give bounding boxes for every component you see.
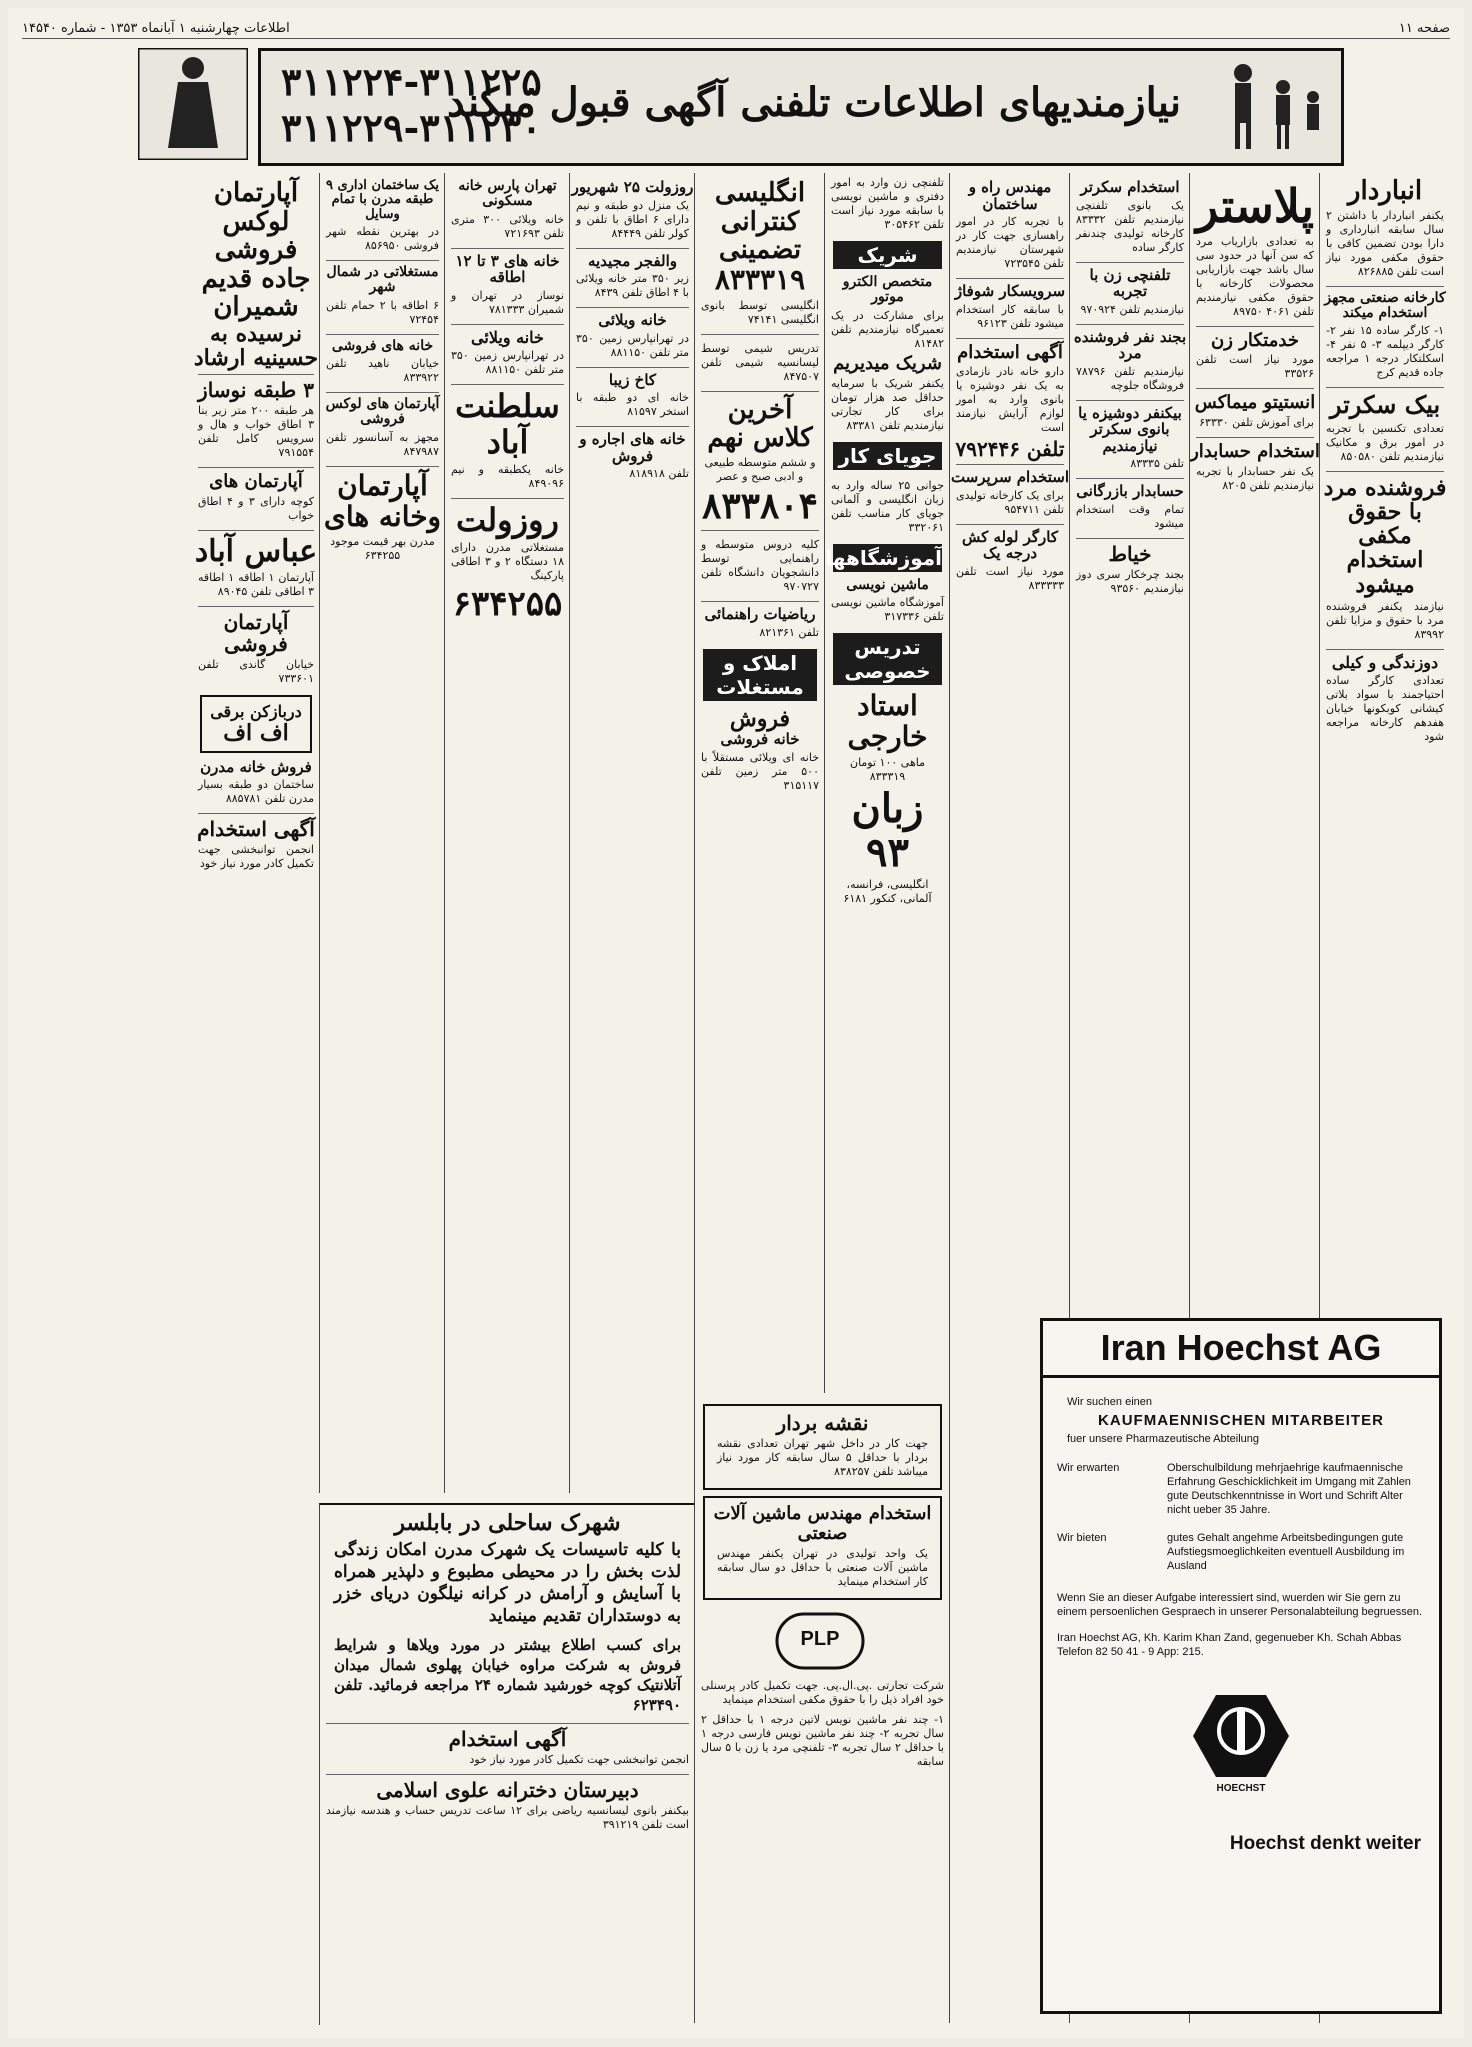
section-header: املاک و مستغلات [703, 649, 817, 701]
divider [1196, 326, 1314, 327]
ad-body: مورد نیاز است تلفن ۸۳۳۳۳۳ [956, 564, 1064, 592]
divider [701, 601, 819, 602]
ad-heading: آگهی استخدام [448, 1727, 567, 1752]
ad-body: هر طبقه ۲۰۰ متر زیر بنا ۳ اطاق خواب و هال و سرویس کامل تلفن ۷۹۱۵۵۴ [198, 404, 314, 460]
divider [326, 1723, 689, 1724]
brand-name: اف اف [223, 719, 289, 746]
ad-body: خانه ای دو طبقه با استخر ۸۱۵۹۷ [576, 391, 689, 418]
section-subheader: فروش [729, 705, 791, 732]
ad-phone: ۸۳۳۸۰۴ [701, 484, 818, 527]
plp-logo [695, 1606, 950, 1676]
banner-phones [281, 59, 542, 151]
ad-heading: خانه های فروشی [331, 337, 434, 354]
ad-body: به تعدادی بازاریاب مرد که سن آنها در حدود سی سال باشد جهت بازاریابی محصولات کارخانه با حقوق مکفی نیازمندیم تلفن ۴۰۶۱ ۸۹۷۵۰ [1196, 234, 1314, 318]
ad-heading: استخدام سکرتر [1080, 178, 1180, 196]
offer-text: gutes Gehalt angehme Arbeitsbedingungen gute Aufstiegsmoeglichkeiten eventuell Ausbildung im Ausland [1167, 1532, 1405, 1572]
divider [1076, 478, 1184, 479]
divider [956, 278, 1064, 279]
divider [576, 426, 689, 427]
ad-body: انجمن توانبخشی جهت تکمیل کادر مورد نیاز خود [469, 1753, 689, 1767]
ad-body: خانه ویلائی ۳۰۰ متری تلفن ۷۲۱۶۹۳ [451, 212, 564, 240]
ad-heading: دوزندگی و کیلی [1331, 652, 1439, 672]
divider [1076, 262, 1184, 263]
ad-body: خیابان گاندی تلفن ۷۳۳۶۰۱ [198, 658, 314, 686]
ad-heading: شریک میدیریم [833, 352, 942, 374]
ad-heading: تهران پارس خانه مسکونی [458, 178, 557, 210]
ad-body: جوانی ۲۵ ساله وارد به زبان انگلیسی و آلمانی جویای کار مناسب تلفن ۳۳۲۰۶۱ [831, 478, 944, 534]
column-10 [192, 173, 320, 2023]
ad-heading: خانه فروشی [720, 730, 800, 749]
ad-heading: تلفنچی زن با تجربه [1089, 265, 1171, 300]
section-header: آموزشگاهها [825, 545, 942, 570]
offer-label: Wir bieten [1057, 1532, 1107, 1544]
ad-body: با سابقه کار استخدام میشود تلفن ۹۶۱۲۳ [956, 302, 1064, 330]
ad-body: مجهز به آسانسور تلفن ۸۴۷۹۸۷ [326, 430, 439, 458]
divider [1326, 471, 1444, 472]
ad-body: یکنفر انباردار با داشتن ۲ سال سابقه انبارداری و دارا بودن تضمین کافی با حقوق مکفی مورد نیاز است تلفن ۸۲۶۸۸۵ [1326, 208, 1444, 278]
ad-heading: مهندس راه و ساختمان [968, 178, 1052, 213]
ad-body: ۶ اطاقه با ۲ حمام تلفن ۷۲۴۵۴ [326, 298, 439, 326]
ad-body: نرسیده به حسینیه ارشاد [193, 320, 319, 372]
ad-heading: آخرین کلاس نهم [707, 394, 813, 454]
ad-body: با کلیه تاسیسات یک شهرک مدرن امکان زندگی لذت بخش را در محیطی مطبوع و دلپذیر همراه با آسایش و آرامش در کرانه نیلگون دریای خزر به دوستداران تقدیم مینماید [334, 1540, 681, 1627]
ad-heading: خیاط [1108, 541, 1152, 566]
ad-body: مدرن بهر قیمت موجود ۶۳۴۲۵۵ [330, 535, 435, 563]
ad-body: دارو خانه نادر نازمادی به یک نفر دوشیزه یا بانوی وارد به امور لوازم آرایش نیازمند است [956, 365, 1064, 435]
newspaper-page [8, 8, 1464, 2038]
divider [198, 606, 314, 607]
woman-illustration [138, 48, 248, 160]
ad-phone: تلفن ۷۹۲۴۴۶ [955, 437, 1065, 462]
intercom-ad [200, 695, 312, 753]
ad-heading: آپارتمان لوکس فروشی جاده قدیم شمیران [201, 178, 311, 323]
ad-heading: یک ساختمان اداری ۹ طبقه مدرن با تمام وسایل [325, 178, 440, 222]
ad-heading: کارخانه صنعتی مجهز استخدام میکند [1324, 289, 1446, 321]
ad-heading: شهرک ساحلی در بابلسر [394, 1510, 621, 1536]
divider [326, 392, 439, 393]
section-header: تدریس خصوصی [833, 633, 942, 685]
ad-heading: سلطنت آباد [455, 387, 560, 461]
divider [576, 248, 689, 249]
divider [1076, 400, 1184, 401]
ad-body: برای یک کارخانه تولیدی تلفن ۹۵۴۷۱۱ [956, 488, 1064, 516]
ad-body: تلفن ۸۲۱۳۶۱ [759, 625, 819, 639]
page-number: صفحه ۱۱ [1398, 20, 1450, 36]
phone-line-2: ۳۱۱۲۲۹-۳۱۱۲۳۰ [281, 105, 542, 150]
ad-body: یک واحد تولیدی در تهران یکنفر مهندس ماشین آلات صنعتی با حداقل دو سال سابقه کار استخدام مینماید [717, 1546, 928, 1588]
divider [956, 338, 1064, 339]
ad-heading: انستیتو میماکس [1194, 392, 1316, 414]
divider [701, 391, 819, 392]
section-header: شریک [833, 241, 942, 269]
ad-heading: حسابدار بازرگانی [1076, 482, 1184, 500]
hoechst-requirements [1043, 1461, 1439, 1517]
center-bottom-ads [694, 1398, 950, 2023]
ad-body: خانه ای ویلائی مستقلاً با ۵۰۰ متر زمین تلفن ۳۱۵۱۱۷ [701, 750, 819, 792]
hoechst-logo-icon [1191, 1693, 1291, 1779]
ad-body: نیازمندیم تلفن ۹۷۰۹۲۴ [1080, 302, 1184, 316]
ad-heading: عباس آباد [194, 534, 318, 570]
ad-body: انجمن توانبخشی جهت تکمیل کادر مورد نیاز خود [198, 843, 314, 871]
ad-heading: ریاضیات راهنمائی [704, 605, 816, 624]
hoechst-line3: fuer unsere Pharmazeutische Abteilung [1067, 1433, 1260, 1445]
ad-heading: ماشین نویسی [846, 576, 929, 593]
section-header: جویای کار [833, 442, 942, 470]
plp-logo-text: PLP [800, 1627, 840, 1650]
ad-heading: خانه های اجاره و فروش [579, 430, 686, 465]
ad-heading: آپارتمان های [209, 471, 303, 493]
column-7 [569, 173, 695, 1493]
divider [451, 324, 564, 325]
divider [701, 334, 819, 335]
ad-heading: ۳ طبقه نوساز [198, 378, 314, 403]
divider [198, 467, 314, 468]
ad-heading: سرویسکار شوفاژ [954, 282, 1066, 300]
ad-heading: آپارتمان وخانه های [323, 468, 442, 533]
divider [956, 524, 1064, 525]
hoechst-address: Iran Hoechst AG, Kh. Karim Khan Zand, gegenueber Kh. Schah Abbas Telefon 82 50 41 - 9 App: 215. [1057, 1632, 1402, 1658]
divider [326, 466, 439, 467]
ad-body: زیر ۳۵۰ متر خانه ویلائی با ۴ اطاق تلفن ۸۴۳۹ [576, 272, 689, 299]
column-8 [444, 173, 570, 1493]
ad-heading: آگهی استخدام [957, 341, 1063, 363]
divider [1326, 649, 1444, 650]
ad-heading: استاد خارجی [847, 688, 928, 753]
hoechst-brand: Iran Hoechst AG [1043, 1321, 1439, 1378]
ad-body: تمام وقت استخدام میشود [1076, 502, 1184, 530]
hoechst-ad [1040, 1318, 1442, 2014]
ad-heading: استخدام سرپرست [950, 468, 1070, 487]
ad-body: برای آموزش تلفن ۶۳۳۳۰ [1199, 416, 1314, 430]
ad-body: کوچه دارای ۳ و ۴ اطاق خواب [198, 495, 314, 523]
ad-heading: فروشنده مرد با حقوق مکفی استخدام میشود [1323, 474, 1447, 598]
column-5 [824, 173, 950, 1393]
ad-body: در تهرانپارس زمین ۳۵۰ متر تلفن ۸۸۱۱۵۰ [451, 349, 564, 377]
ad-body: تلفنچی زن وارد به امور دفتری و ماشین نویسی با سابقه مورد نیاز است تلفن ۳۰۵۴۶۲ [831, 176, 944, 231]
ad-heading: استخدام حسابدار [1190, 441, 1320, 463]
ad-body: ۱- چند نفر ماشین نویس لاتین درجه ۱ با حداقل ۲ سال تجربه ۲- چند نفر ماشین نویس فارسی درجه ۱ با حداقل ۲ سال تجربه ۳- تلفنچی مرد یا زن با ۵ سال سابقه [701, 1712, 944, 1768]
ad-body: آموزشگاه ماشین نویسی تلفن ۳۱۷۳۳۶ [831, 595, 944, 623]
issue-line: اطلاعات چهارشنبه ۱ آبانماه ۱۳۵۳ - شماره ۱۴۵۴۰ [22, 20, 290, 36]
phone-line-1: ۳۱۱۲۲۴-۳۱۱۲۲۵ [281, 59, 542, 104]
divider [451, 248, 564, 249]
ad-body: در تهرانپارس زمین ۳۵۰ متر تلفن ۸۸۱۱۵۰ [576, 331, 689, 359]
divider [451, 384, 564, 385]
divider [956, 464, 1064, 465]
ad-body: مورد نیاز است تلفن ۳۳۵۲۶ [1196, 353, 1314, 381]
divider [1076, 324, 1184, 325]
ad-body: ۱- کارگر ساده ۱۵ نفر ۲- کارگر دیپلمه ۳- ۵ نفر ۴- اسکلتکار درجه ۱ مراجعه جاده قدیم کرج [1326, 324, 1444, 380]
ad-body: ساختمان دو طبقه بسیار مدرن تلفن ۸۸۵۷۸۱ [198, 778, 314, 806]
ad-body: نیازمند یکنفر فروشنده مرد با حقوق و مزایا تلفن ۸۳۹۹۲ [1326, 599, 1444, 641]
ad-heading: متخصص الکترو موتور [842, 274, 933, 306]
surveyor-ad [703, 1404, 942, 1490]
classifieds-banner [258, 48, 1344, 166]
ad-heading: استخدام مهندس ماشین آلات صنعتی [713, 1503, 932, 1544]
hoechst-logo-area [1043, 1663, 1439, 1833]
ad-heading: انگلیسی کنترانی تضمینی [714, 178, 806, 266]
coastal-town-ad [319, 1503, 695, 2025]
ad-body: تدریس شیمی توسط لیسانسیه شیمی تلفن ۸۴۷۵۰۷ [701, 341, 819, 383]
hoechst-logo-text: HOECHST [1216, 1783, 1266, 1794]
divider [1326, 286, 1444, 287]
family-illustration [1213, 57, 1333, 153]
ad-body: تعدادی تکنسین با تجربه در امور برق و مکانیک نیازمندیم تلفن ۸۵۰۵۸۰ [1326, 421, 1444, 463]
ad-heading: خدمتکار زن [1211, 329, 1299, 351]
divider [1076, 538, 1184, 539]
ad-body: و ششم متوسطه طبیعی و ادبی صبح و عصر [704, 455, 816, 483]
divider [198, 530, 314, 531]
ad-heading: مستغلاتی در شمال شهر [326, 263, 439, 296]
ad-heading: انباردار [1347, 176, 1423, 206]
requirements-label: Wir erwarten [1057, 1462, 1120, 1474]
ad-heading: والفجر مجیدیه [587, 251, 678, 270]
ad-heading: خانه های ۳ تا ۱۲ اطاقه [455, 251, 560, 287]
divider [1326, 387, 1444, 388]
column-9 [319, 173, 445, 1493]
hoechst-position: KAUFMAENNISCHEN MITARBEITER [1098, 1412, 1384, 1429]
ad-heading: پلاستر [1195, 179, 1315, 233]
ad-body: بیکنفر بانوی لیسانسیه ریاضی برای ۱۲ ساعت تدریس حساب و هندسه نیازمند است تلفن ۳۹۱۲۱۹ [326, 1804, 689, 1832]
requirements-text: Oberschulbildung mehrjaehrige kaufmaennische Erfahrung Geschicklichkeit im Umgang mit Zahlen gute Deutschkenntnisse in Wort und Schrift Alter nicht ueber 35 Jahre. [1167, 1462, 1411, 1516]
ad-body: خانه یکطبقه و نیم ۸۴۹۰۹۶ [451, 462, 564, 490]
ad-heading: بیک سکرتر [1329, 390, 1441, 420]
language-school-logo: زبان ۹۳ [851, 784, 924, 876]
hoechst-offer [1043, 1531, 1439, 1573]
divider [198, 813, 314, 814]
ad-body: با تجربه کار در امور راهسازی جهت کار در شهرستان نیازمندیم تلفن ۷۲۳۵۴۵ [956, 215, 1064, 270]
ad-heading: آپارتمان های لوکس فروشی [325, 396, 440, 428]
ad-body: تلفن ۸۳۳۳۵ [1130, 457, 1184, 470]
ad-heading: فروش خانه مدرن [200, 757, 312, 776]
divider [576, 307, 689, 308]
ad-body: یک نفر حسابدار با تجربه نیازمندیم تلفن ۸۲۰۵ [1196, 464, 1314, 492]
ad-body: آپارتمان ۱ اطاقه ۱ اطاقه ۳ اطاقی تلفن ۸۹۰۴۵ [198, 571, 314, 599]
ad-body: یک بانوی تلفنچی نیازمندیم تلفن ۸۳۳۳۲ کارخانه تولیدی چندنفر کارگر ساده [1076, 198, 1184, 254]
divider [326, 1774, 689, 1775]
ad-body: تلفن ۸۱۸۹۱۸ [629, 467, 689, 480]
ad-heading: نقشه بردار [776, 1411, 869, 1435]
ad-heading: کارگر لوله کش درجه یک [961, 527, 1058, 563]
ad-heading: دبیرستان دخترانه علوی اسلامی [376, 1778, 639, 1803]
divider [1196, 437, 1314, 438]
ad-body: بجند چرخکار سری دوز نیازمندیم ۹۳۵۶۰ [1076, 567, 1184, 595]
ad-body: در بهترین نقطه شهر فروشی ۸۵۶۹۵۰ [326, 224, 439, 252]
divider [576, 367, 689, 368]
ad-body: شرکت تجارتی .پی.ال.پی. جهت تکمیل کادر پرسنلی خود افراد ذیل را با حقوق مکفی استخدام مینماید [701, 1678, 944, 1706]
ad-body: ماهی ۱۰۰ تومان ۸۳۳۳۱۹ [849, 755, 925, 783]
ad-heading: کاخ زیبا [608, 370, 657, 389]
divider [451, 498, 564, 499]
hoechst-line1: Wir suchen einen [1067, 1396, 1152, 1408]
engineer-ad [703, 1496, 942, 1600]
divider [326, 334, 439, 335]
ad-heading: آپارتمان فروشی [223, 610, 289, 657]
ad-body: یک منزل دو طبقه و نیم دارای ۶ اطاق با تلفن و کولر تلفن ۸۴۴۴۹ [576, 198, 689, 240]
ad-body: برای کسب اطلاع بیشتر در مورد ویلاها و شرایط فروش به شرکت مراوه خیابان پهلوی شمال میدان آتلانتیک کوچه خورشید شماره ۲۴ مراجعه فرمائید. تلفن ۶۲۳۴۹۰ [334, 1636, 681, 1715]
ad-phone: ۸۳۳۳۱۹ [714, 262, 806, 296]
ad-body: نوساز در تهران و شمیران ۷۸۱۳۳۳ [451, 288, 564, 316]
ad-body: تعدادی کارگر ساده احتیاجمند با سواد بلاتی کیشانی کوبکونها خیابان هفدهم کارخانه مراجعه شود [1326, 674, 1444, 744]
language-school-subtitle: انگلیسی، فرانسه، آلمانی، کنکور ۶۱۸۱ [843, 877, 932, 905]
running-head [22, 18, 1450, 39]
ad-heading: بیکنفر دوشیزه یا بانوی سکرتر نیازمندیم [1078, 403, 1182, 455]
ad-body: نیازمندیم تلفن ۷۸۷۹۶ فروشگاه جلوچه [1076, 364, 1184, 392]
divider [198, 374, 314, 375]
divider [701, 530, 819, 531]
ad-body: کلیه دروس متوسطه و راهنمایی توسط دانشجویان دانشگاه تلفن ۹۷۰۷۲۷ [701, 538, 819, 594]
ad-body: برای مشارکت در یک تعمیرگاه نیازمندیم تلفن ۸۱۴۸۲ [831, 308, 944, 350]
ad-body: مستغلاتی مدرن دارای ۱۸ دستگاه ۲ و ۳ اطاقی پارکینگ [451, 540, 564, 582]
ad-body: خیابان ناهید تلفن ۸۳۳۹۲۲ [326, 357, 439, 385]
divider [1196, 388, 1314, 389]
ad-heading: خانه ویلائی [598, 311, 667, 329]
ad-heading: روزولت [456, 500, 559, 539]
ad-heading: خانه ویلائی [471, 327, 544, 347]
ad-heading: دربازکن برقی [210, 702, 302, 722]
hoechst-slogan: Hoechst denkt weiter [1229, 1833, 1421, 1854]
ad-body: یکنفر شریک با سرمایه حداقل صد هزار تومان برای کار تجارتی نیازمندیم تلفن ۸۳۳۸۱ [831, 376, 944, 432]
banner-title: نیازمندیهای اطلاعات تلفنی آگهی قبول میکند [447, 79, 1181, 126]
hoechst-paragraph: Wenn Sie an dieser Aufgabe interessiert sind, wuerden wir Sie gern zu einem persoenlichen Gespraech in unserer Personalabteilung begruessen. [1057, 1592, 1423, 1618]
ad-heading: روزولت ۲۵ شهریور [571, 178, 694, 196]
ad-heading: آگهی استخدام [197, 817, 315, 842]
ad-phone: ۶۳۴۲۵۵ [452, 583, 563, 624]
ad-heading: بجند نفر فروشنده مرد [1073, 327, 1187, 362]
ad-body: جهت کار در داخل شهر تهران تعدادی نقشه بردار با حداقل ۵ سال سابقه کار مورد نیاز میباشد تلفن ۸۳۸۲۵۷ [717, 1437, 928, 1478]
ad-body: انگلیسی توسط بانوی انگلیسی ۷۴۱۴۱ [701, 298, 819, 326]
divider [326, 260, 439, 261]
